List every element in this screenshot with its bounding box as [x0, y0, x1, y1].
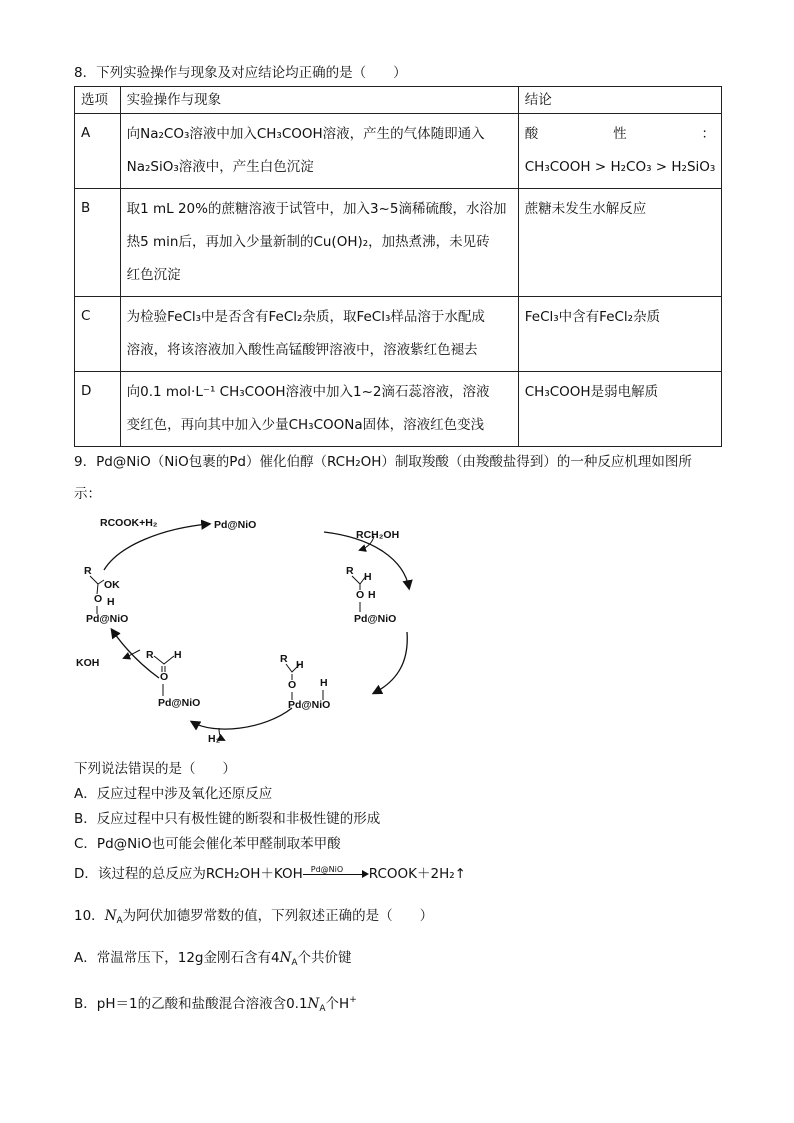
o-atom: O — [160, 671, 169, 683]
op-line: 热5 min后，再加入少量新制的Cu(OH)₂，加热煮沸，未见砖 — [126, 234, 490, 250]
op-line: 溶液，将该溶液加入酸性高锰酸钾溶液中，溶液紫红色褪去 — [126, 342, 478, 358]
op-line: 红色沉淀 — [126, 267, 181, 283]
question-9-option-b: B．反应过程中只有极性键的断裂和非极性键的形成 — [74, 811, 381, 827]
row-label: A — [75, 114, 121, 189]
option-d-products: RCOOK＋2H₂↑ — [368, 866, 466, 882]
op-line: 变红色，再向其中加入少量CH₃COONa固体，溶液红色变浅 — [126, 417, 485, 433]
option-b-suffix: 个H — [325, 996, 350, 1012]
experiment-table — [74, 86, 722, 447]
arrow-top-left — [104, 524, 209, 570]
header-conclusion: 结论 — [518, 87, 721, 114]
option-b-text: B．pH＝1的乙酸和盐酸混合溶液含0.1 — [74, 996, 308, 1012]
row-conclusion — [518, 189, 721, 297]
question-9-option-d — [74, 864, 466, 884]
o-atom: O — [356, 589, 365, 601]
question-8-stem: 8．下列实验操作与现象及对应结论均正确的是（ ） — [74, 65, 407, 81]
question-9-stem: 9．Pd@NiO（NiO包裹的Pd）催化伯醇（RCH₂OH）制取羧酸（由羧酸盐得到）的一种反应机理如图所 — [74, 454, 692, 470]
na-symbol: N — [307, 996, 320, 1012]
row-label: D — [75, 372, 121, 447]
catalyst-top: Pd@NiO — [214, 519, 257, 531]
row-operation — [120, 372, 518, 447]
h-atom: H — [368, 589, 376, 601]
na-subscript: A — [319, 1004, 326, 1014]
con-line: 蔗糖未发生水解反应 — [524, 201, 647, 217]
pd-right: Pd@NiO — [354, 613, 397, 625]
pd-left: Pd@NiO — [86, 613, 129, 625]
charge-superscript: + — [349, 995, 357, 1005]
r-atom: R — [146, 649, 154, 661]
row-operation — [120, 114, 518, 189]
con-line: 酸 性 ： — [524, 126, 715, 142]
table-row — [75, 189, 722, 297]
row-conclusion — [518, 297, 721, 372]
question-10-option-b — [74, 990, 357, 1019]
pd-bottom-right: Pd@NiO — [288, 699, 331, 711]
header-option: 选项 — [75, 87, 121, 114]
question-10-stem — [74, 906, 433, 931]
h-atom: H — [174, 649, 182, 661]
option-d-reactants: D．该过程的总反应为RCH₂OH＋KOH — [74, 866, 303, 882]
o-atom: O — [94, 593, 103, 605]
header-operation: 实验操作与现象 — [120, 87, 518, 114]
row-label: C — [75, 297, 121, 372]
catalyst-label: Pd@NiO — [310, 865, 344, 874]
question-10-text: 为阿伏加德罗常数的值，下列叙述正确的是（ ） — [122, 908, 434, 924]
h2-label: H₂ — [208, 733, 221, 745]
table-row — [75, 372, 722, 447]
row-operation — [120, 297, 518, 372]
op-line: 向0.1 mol·L⁻¹ CH₃COOH溶液中加入1~2滴石蕊溶液，溶液 — [126, 384, 490, 400]
row-operation — [120, 189, 518, 297]
na-symbol: N — [104, 908, 117, 924]
arrow-bottom — [192, 708, 292, 729]
op-line: Na₂SiO₃溶液中，产生白色沉淀 — [126, 159, 314, 175]
h-atom: H — [107, 596, 115, 608]
con-line: CH₃COOH是弱电解质 — [524, 384, 659, 400]
op-line: 向Na₂CO₃溶液中加入CH₃COOH溶液，产生的气体随即通入 — [126, 126, 485, 142]
arrow-right — [374, 632, 407, 693]
op-line: 为检验FeCl₃中是否含有FeCl₂杂质，取FeCl₃样品溶于水配成 — [126, 309, 485, 325]
mechanism-diagram — [74, 510, 434, 750]
h-atom: H — [364, 571, 372, 583]
h-atom: H — [296, 659, 304, 671]
h-atom: H — [320, 677, 328, 689]
question-9-prompt: 下列说法错误的是（ ） — [74, 761, 236, 777]
pd-bottom-left: Pd@NiO — [158, 697, 201, 709]
product-label: RCOOK+H₂ — [100, 517, 158, 529]
koh-label: KOH — [76, 657, 100, 669]
o-atom: O — [288, 679, 297, 691]
op-line: 取1 mL 20%的蔗糖溶液于试管中，加入3~5滴稀硫酸，水浴加 — [126, 201, 507, 217]
table-row — [75, 297, 722, 372]
question-9-option-c: C．Pd@NiO也可能会催化苯甲醛制取苯甲酸 — [74, 836, 341, 852]
con-line: FeCl₃中含有FeCl₂杂质 — [524, 309, 661, 325]
row-conclusion — [518, 114, 721, 189]
option-a-suffix: 个共价键 — [297, 950, 352, 966]
r-atom: R — [280, 653, 288, 665]
row-conclusion — [518, 372, 721, 447]
row-label: B — [75, 189, 121, 297]
reaction-arrow — [303, 866, 369, 880]
table-header-row — [75, 87, 722, 114]
question-number: 10． — [74, 908, 105, 924]
question-9-option-a: A．反应过程中涉及氧化还原反应 — [74, 786, 273, 802]
con-line: CH₃COOH > H₂CO₃ > H₂SiO₃ — [524, 159, 715, 175]
na-subscript: A — [291, 958, 298, 968]
na-symbol: N — [279, 950, 292, 966]
option-a-text: A．常温常压下，12g金刚石含有4 — [74, 950, 280, 966]
question-9-stem-cont: 示： — [74, 486, 101, 502]
reagent-arrow-koh — [124, 650, 140, 658]
r-atom: R — [84, 565, 92, 577]
alcohol-label: RCH₂OH — [356, 529, 400, 541]
na-subscript: A — [116, 916, 123, 926]
table-row — [75, 114, 722, 189]
r-atom: R — [346, 565, 354, 577]
question-10-option-a — [74, 948, 352, 973]
ok-group: OK — [104, 579, 120, 591]
